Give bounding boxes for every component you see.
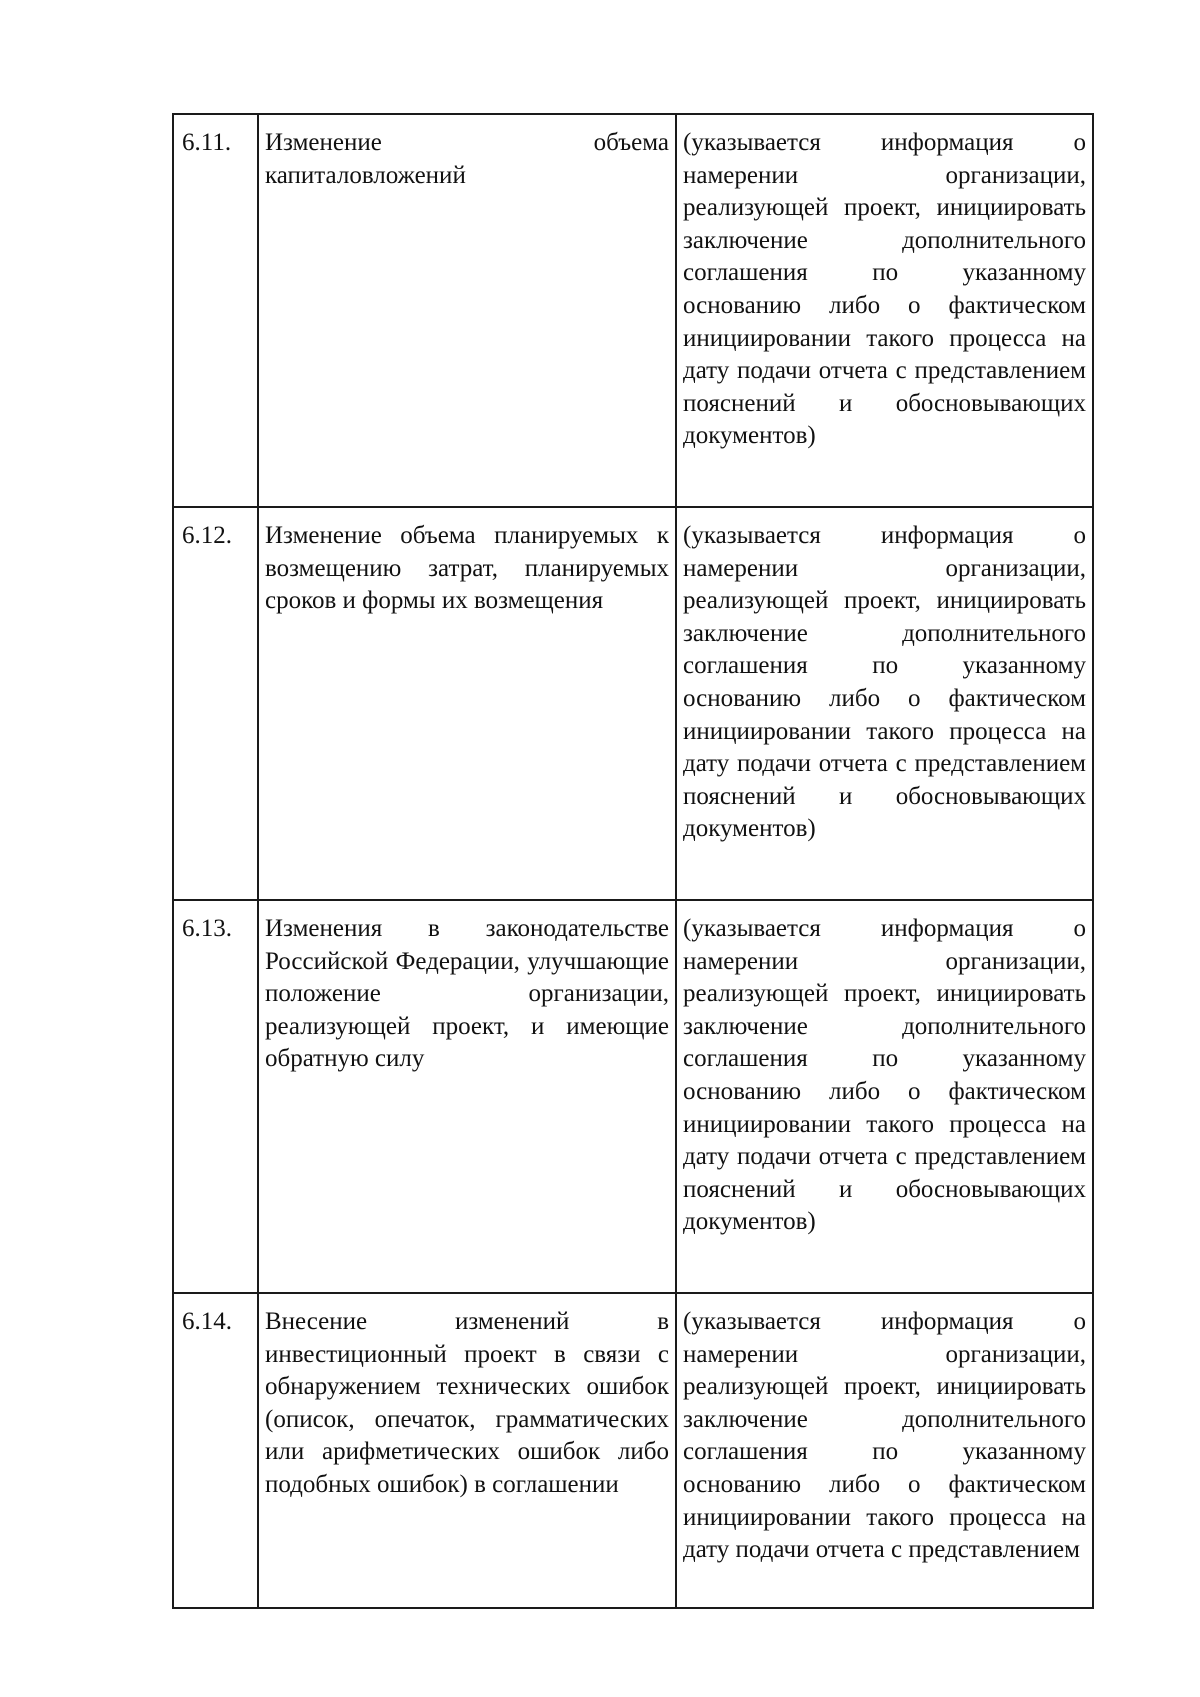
row-info: (указывается информация о намерении организации, реализующей проект, инициировать заключение дополнительного соглашения по указанному основанию либо о фактическом инициировании такого процесса на дату подачи отчета с представлением пояснений и обосновывающих документов)	[676, 900, 1093, 1293]
row-number: 6.12.	[173, 507, 258, 900]
row-info: (указывается информация о намерении организации, реализующей проект, инициировать заключение дополнительного соглашения по указанному основанию либо о фактическом инициировании такого процесса на дату подачи отчета с представлением	[683, 1308, 1086, 1564]
row-number: 6.13.	[173, 900, 258, 1293]
table-row	[173, 1293, 1093, 1608]
row-info-cell	[676, 1293, 1093, 1608]
row-number: 6.14.	[173, 1293, 258, 1608]
table-row	[173, 507, 1093, 900]
row-name: Изменение объема планируемых к возмещению затрат, планируемых сроков и формы их возмещения	[258, 507, 676, 900]
row-name: Изменения в законодательстве Российской Федерации, улучшающие положение организации, реализующей проект, и имеющие обратную силу	[258, 900, 676, 1293]
table-row	[173, 114, 1093, 507]
row-info: (указывается информация о намерении организации, реализующей проект, инициировать заключение дополнительного соглашения по указанному основанию либо о фактическом инициировании такого процесса на дату подачи отчета с представлением пояснений и обосновывающих документов)	[676, 114, 1093, 507]
row-name: Изменение объема капиталовложений	[258, 114, 676, 507]
row-name: Внесение изменений в инвестиционный проект в связи с обнаружением технических ошибок (описок, опечаток, грамматических или арифметических ошибок либо подобных ошибок) в соглашении	[258, 1293, 676, 1608]
row-info: (указывается информация о намерении организации, реализующей проект, инициировать заключение дополнительного соглашения по указанному основанию либо о фактическом инициировании такого процесса на дату подачи отчета с представлением пояснений и обосновывающих документов)	[676, 507, 1093, 900]
row-number: 6.11.	[173, 114, 258, 507]
table-row	[173, 900, 1093, 1293]
document-table	[172, 113, 1094, 1609]
